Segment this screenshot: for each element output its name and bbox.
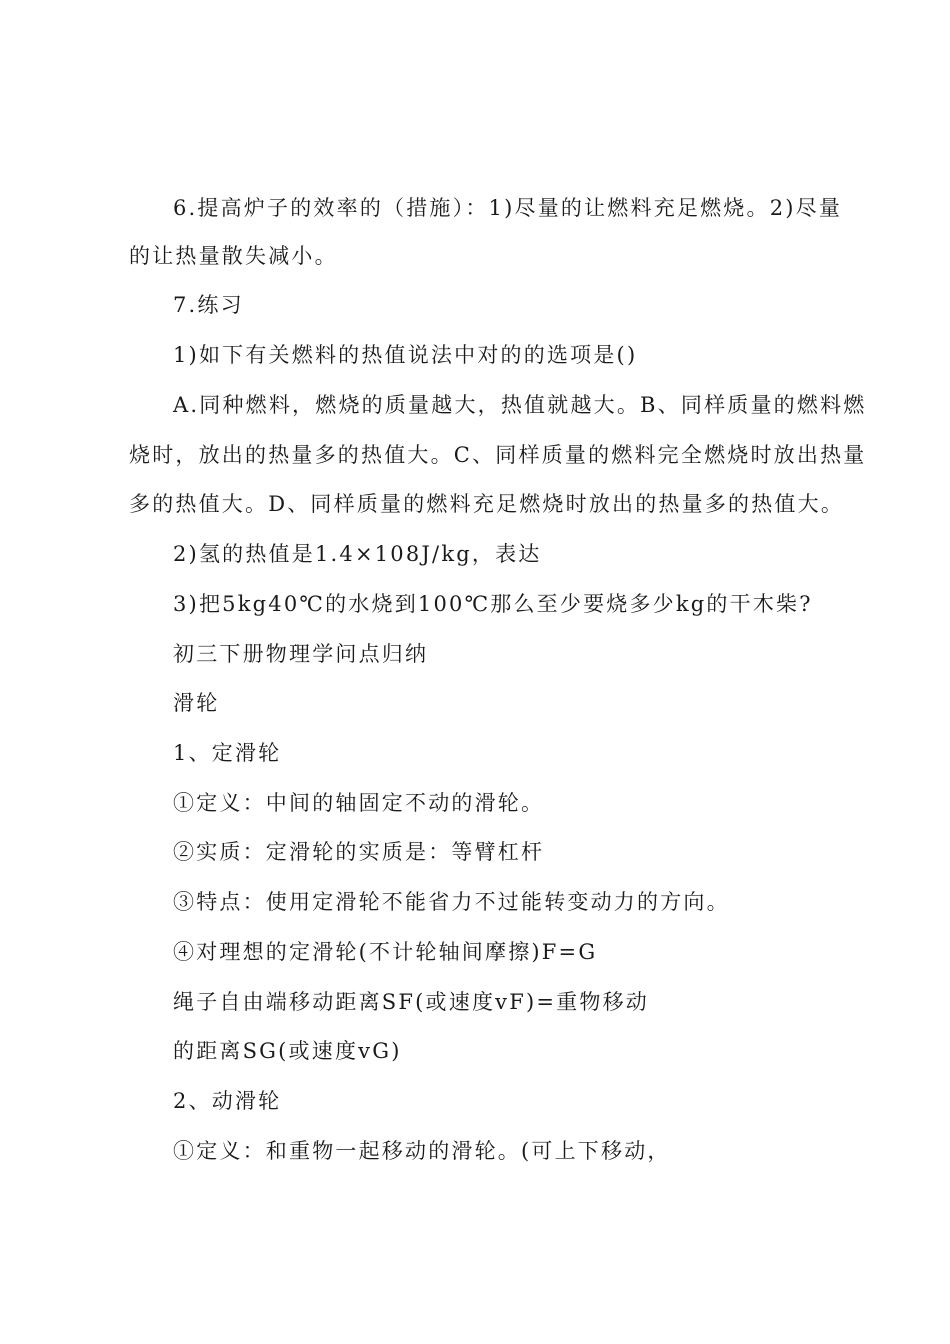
paragraph-line: 的让热量散失减小。 — [129, 244, 338, 268]
list-item: ①定义：和重物一起移动的滑轮。(可上下移动， — [173, 1139, 671, 1163]
paragraph-line: 6.提高炉子的效率的（措施）：1)尽量的让燃料充足燃烧。2)尽量 — [173, 196, 843, 220]
paragraph-line: 烧时，放出的热量多的热值大。C、同样质量的燃料完全燃烧时放出热量 — [129, 443, 867, 467]
list-item: ②实质：定滑轮的实质是：等臂杠杆 — [173, 840, 545, 864]
paragraph-line: 7.练习 — [173, 293, 244, 317]
paragraph-line: 3)把5kg40℃的水烧到100℃那么至少要烧多少kg的干木柴? — [173, 592, 813, 616]
list-item: ④对理想的定滑轮(不计轮轴间摩擦)F=G — [173, 940, 598, 964]
list-item: ①定义：中间的轴固定不动的滑轮。 — [173, 791, 545, 815]
section-heading: 初三下册物理学问点归纳 — [173, 642, 429, 666]
paragraph-line: 1)如下有关燃料的热值说法中对的的选项是() — [173, 343, 638, 367]
section-heading: 滑轮 — [173, 691, 220, 715]
subsection-heading: 1、定滑轮 — [173, 741, 282, 765]
paragraph-line: A.同种燃料，燃烧的质量越大，热值就越大。B、同样质量的燃料燃 — [173, 393, 867, 417]
list-item: ③特点：使用定滑轮不能省力不过能转变动力的方向。 — [173, 890, 730, 914]
subsection-heading: 2、动滑轮 — [173, 1089, 282, 1113]
paragraph-line: 的距离SG(或速度vG) — [173, 1039, 402, 1063]
paragraph-line: 2)氢的热值是1.4×108J/kg，表达 — [173, 542, 542, 566]
paragraph-line: 多的热值大。D、同样质量的燃料充足燃烧时放出的热量多的热值大。 — [129, 492, 845, 516]
paragraph-line: 绳子自由端移动距离SF(或速度vF)=重物移动 — [173, 990, 649, 1014]
